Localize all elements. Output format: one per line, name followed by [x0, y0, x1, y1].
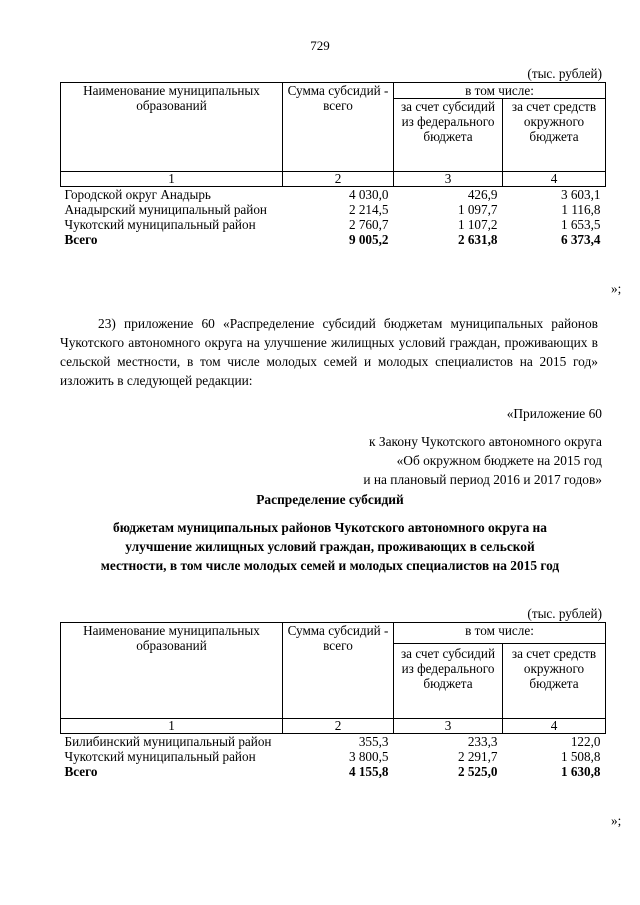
- table2-col-number: 1: [61, 719, 283, 734]
- table2-header-federal: за счет субсидий из федерального бюджета: [394, 644, 503, 719]
- document-title: Распределение субсидий: [256, 492, 404, 507]
- table2-header-name: Наименование муниципальных образований: [61, 623, 283, 719]
- table2-col-number: 4: [503, 719, 606, 734]
- appendix-line: к Закону Чукотского автономного округа: [369, 434, 602, 449]
- total-label: Всего: [64, 764, 98, 779]
- table1: [60, 82, 606, 247]
- total-district: 6 373,4: [560, 232, 601, 247]
- row-district: 1 508,8: [560, 749, 601, 764]
- table1-header-federal: за счет субсидий из федерального бюджета: [394, 99, 503, 172]
- row-district: 122,0: [570, 734, 601, 749]
- table2-col-number: 3: [394, 719, 503, 734]
- row-district: 3 603,1: [560, 187, 601, 202]
- table2-col-number: 2: [283, 719, 394, 734]
- table1-col-number: 2: [283, 172, 394, 187]
- row-total: 2 760,7: [348, 217, 389, 232]
- table2-units: (тыс. рублей): [527, 606, 602, 621]
- total-row: [61, 232, 606, 247]
- table2: [60, 622, 606, 779]
- table-row: [61, 202, 606, 217]
- row-total: 355,3: [358, 734, 389, 749]
- page-number: 729: [310, 38, 330, 53]
- subtitle-line: местности, в том числе молодых семей и молодых специалистов на 2015 год: [100, 558, 560, 573]
- row-name: Чукотский муниципальный район: [64, 749, 256, 764]
- total-label: Всего: [64, 232, 98, 247]
- total-sum: 9 005,2: [348, 232, 389, 247]
- row-federal: 426,9: [467, 187, 498, 202]
- appendix-line: «Об окружном бюджете на 2015 год: [396, 453, 602, 468]
- row-name: Анадырский муниципальный район: [64, 202, 267, 217]
- row-name: Городской округ Анадырь: [64, 187, 211, 202]
- document-subtitle: [40, 518, 620, 575]
- table-row: [61, 187, 606, 203]
- row-total: 4 030,0: [348, 187, 389, 202]
- amendment-paragraph: 23) приложение 60 «Распределение субсидий бюджетам муниципальных районов Чукотского автономного округа на улучшение жилищных условий граждан, проживающих в сельской местности, в том числе молодых семей и молодых специалистов на 2015 год» изложить в следующей редакции:: [60, 316, 598, 388]
- row-district: 1 116,8: [561, 202, 601, 217]
- total-sum: 4 155,8: [348, 764, 389, 779]
- row-name: Чукотский муниципальный район: [64, 217, 256, 232]
- table-row: [61, 734, 606, 750]
- table1-col-number: 4: [503, 172, 606, 187]
- table1-header-district: за счет средств окружного бюджета: [503, 99, 606, 172]
- row-total: 3 800,5: [348, 749, 389, 764]
- row-name: Билибинский муниципальный район: [64, 734, 272, 749]
- table1-closing-quote: »;: [611, 281, 622, 296]
- total-district: 1 630,8: [560, 764, 601, 779]
- table-row: [61, 749, 606, 764]
- table1-col-number: 3: [394, 172, 503, 187]
- row-federal: 1 107,2: [457, 217, 498, 232]
- appendix-line: и на плановый период 2016 и 2017 годов»: [363, 472, 602, 487]
- total-federal: 2 631,8: [457, 232, 498, 247]
- table1-header-total: Сумма субсидий - всего: [283, 83, 394, 172]
- table1-header-name: Наименование муниципальных образований: [61, 83, 283, 172]
- row-federal: 233,3: [467, 734, 498, 749]
- subtitle-line: бюджетам муниципальных районов Чукотского автономного округа на: [113, 520, 547, 535]
- table1-header-including: в том числе:: [394, 83, 606, 99]
- appendix-reference: [363, 404, 602, 489]
- row-total: 2 214,5: [348, 202, 389, 217]
- total-row: [61, 764, 606, 779]
- subtitle-line: улучшение жилищных условий граждан, проживающих в сельской: [125, 539, 535, 554]
- table-row: [61, 217, 606, 232]
- row-district: 1 653,5: [560, 217, 601, 232]
- table2-header-total: Сумма субсидий - всего: [283, 623, 394, 719]
- row-federal: 1 097,7: [457, 202, 498, 217]
- table2-header-district: за счет средств окружного бюджета: [503, 644, 606, 719]
- table2-closing-quote: »;: [611, 813, 622, 828]
- appendix-line: «Приложение 60: [506, 406, 602, 421]
- row-federal: 2 291,7: [457, 749, 498, 764]
- table1-units: (тыс. рублей): [527, 66, 602, 81]
- table1-col-number: 1: [61, 172, 283, 187]
- total-federal: 2 525,0: [457, 764, 498, 779]
- table2-header-including: в том числе:: [394, 623, 606, 644]
